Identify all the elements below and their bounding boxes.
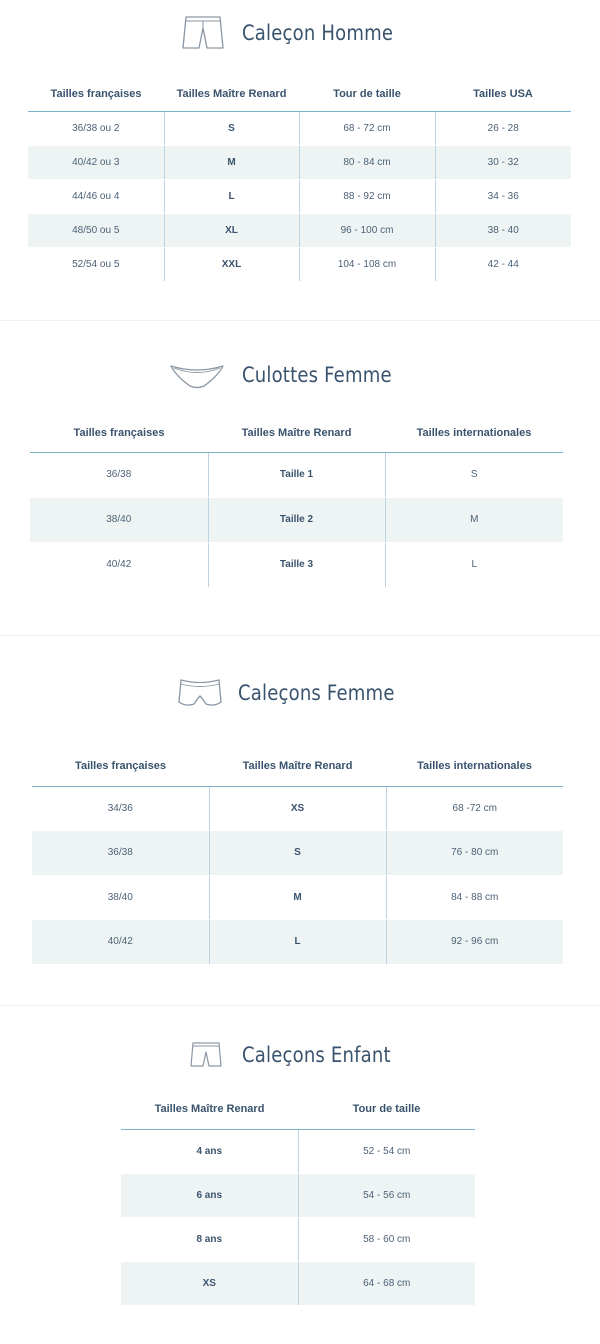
cell: 4 ans [121, 1129, 298, 1173]
table-header-row [32, 747, 563, 786]
cell: M [385, 497, 563, 542]
cell: 36/38 [32, 830, 209, 875]
cell: 34 - 36 [435, 179, 571, 213]
cell: L [209, 919, 386, 964]
boyshorts-icon [176, 674, 224, 712]
table-header-row [121, 1090, 475, 1129]
cell: S [385, 452, 563, 497]
cell: 64 - 68 cm [298, 1261, 475, 1305]
column-header: Tailles françaises [30, 414, 208, 452]
section-title-calecons-enfant [188, 1040, 415, 1070]
table-row [121, 1129, 475, 1173]
table-row [32, 786, 563, 830]
cell: XS [121, 1261, 298, 1305]
cell: 6 ans [121, 1173, 298, 1217]
cell: S [164, 111, 299, 145]
cell: 68 - 72 cm [299, 111, 435, 145]
table-row [32, 830, 563, 875]
cell: 96 - 100 cm [299, 213, 435, 247]
column-header: Tailles Maître Renard [209, 747, 386, 786]
table-row [30, 497, 563, 542]
cell: 42 - 44 [435, 247, 571, 281]
section-divider [0, 1005, 600, 1006]
cell: 34/36 [32, 786, 209, 830]
column-header: Tour de taille [299, 78, 435, 111]
column-header: Tour de taille [298, 1090, 475, 1129]
table-row [28, 247, 571, 281]
cell: 38/40 [30, 497, 208, 542]
section-title-culottes-femme [168, 358, 416, 392]
table-row [28, 179, 571, 213]
cell: 38 - 40 [435, 213, 571, 247]
size-table-culottes-femme [30, 414, 563, 588]
table-row [121, 1217, 475, 1261]
table-row [30, 542, 563, 587]
table-row [28, 145, 571, 179]
section-title: Culottes Femme [242, 363, 392, 387]
section-title-calecon-homme [180, 14, 418, 52]
cell: 80 - 84 cm [299, 145, 435, 179]
cell: 30 - 32 [435, 145, 571, 179]
cell: 36/38 [30, 452, 208, 497]
table-row [32, 919, 563, 964]
cell: 54 - 56 cm [298, 1173, 475, 1217]
table-row [28, 111, 571, 145]
column-header: Tailles Maître Renard [121, 1090, 298, 1129]
column-header: Tailles françaises [32, 747, 209, 786]
table-row [30, 452, 563, 497]
kids-shorts-icon [188, 1040, 224, 1070]
cell: 68 -72 cm [386, 786, 563, 830]
section-title-calecons-femme [176, 674, 420, 712]
cell: 40/42 [30, 542, 208, 587]
section-title: Caleçons Enfant [242, 1043, 391, 1067]
size-table-calecons-enfant [121, 1090, 475, 1306]
cell: 38/40 [32, 875, 209, 919]
column-header: Tailles Maître Renard [208, 414, 385, 452]
cell: 48/50 ou 5 [28, 213, 164, 247]
section-title: Caleçon Homme [242, 21, 394, 45]
table-row [121, 1261, 475, 1305]
briefs-icon [168, 358, 226, 392]
cell: M [164, 145, 299, 179]
cell: XS [209, 786, 386, 830]
cell: 8 ans [121, 1217, 298, 1261]
column-header: Tailles internationales [385, 414, 563, 452]
cell: 44/46 ou 4 [28, 179, 164, 213]
cell: 104 - 108 cm [299, 247, 435, 281]
table-row [28, 213, 571, 247]
cell: 52/54 ou 5 [28, 247, 164, 281]
cell: 88 - 92 cm [299, 179, 435, 213]
cell: 92 - 96 cm [386, 919, 563, 964]
table-row [121, 1173, 475, 1217]
cell: Taille 3 [208, 542, 385, 587]
cell: Taille 1 [208, 452, 385, 497]
cell: 40/42 ou 3 [28, 145, 164, 179]
cell: Taille 2 [208, 497, 385, 542]
cell: L [385, 542, 563, 587]
boxer-shorts-icon [180, 14, 226, 52]
size-table-calecon-homme [28, 78, 571, 282]
column-header: Tailles USA [435, 78, 571, 111]
cell: 58 - 60 cm [298, 1217, 475, 1261]
table-header-row [30, 414, 563, 452]
cell: XXL [164, 247, 299, 281]
cell: 76 - 80 cm [386, 830, 563, 875]
cell: S [209, 830, 386, 875]
table-header-row [28, 78, 571, 111]
cell: 40/42 [32, 919, 209, 964]
cell: 26 - 28 [435, 111, 571, 145]
cell: M [209, 875, 386, 919]
cell: L [164, 179, 299, 213]
column-header: Tailles françaises [28, 78, 164, 111]
cell: 36/38 ou 2 [28, 111, 164, 145]
section-divider [0, 320, 600, 321]
size-table-calecons-femme [32, 747, 563, 965]
column-header: Tailles internationales [386, 747, 563, 786]
cell: XL [164, 213, 299, 247]
section-title: Caleçons Femme [238, 681, 395, 705]
cell: 84 - 88 cm [386, 875, 563, 919]
cell: 52 - 54 cm [298, 1129, 475, 1173]
section-divider [0, 635, 600, 636]
column-header: Tailles Maître Renard [164, 78, 299, 111]
table-row [32, 875, 563, 919]
